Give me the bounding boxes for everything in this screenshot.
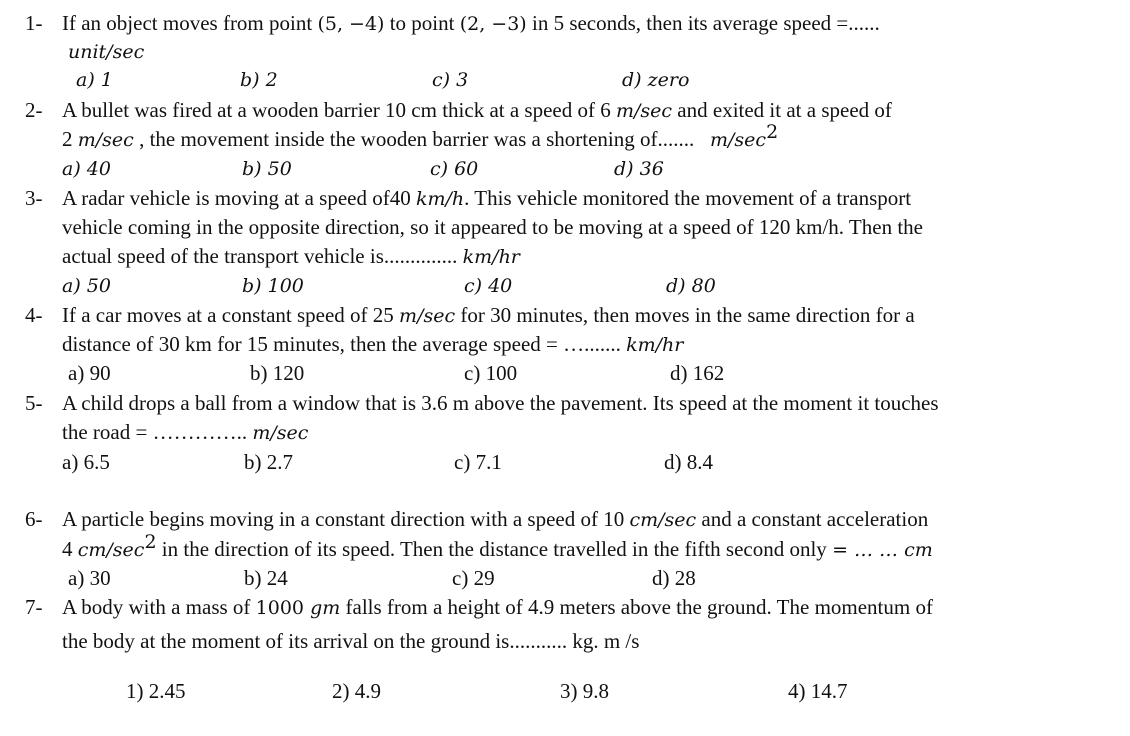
math-expression: = … … cm xyxy=(832,539,933,561)
option-a: a) 1 xyxy=(76,69,113,91)
question-text: falls from a height of 4.9 meters above the ground. The momentum of xyxy=(340,595,933,619)
question-text: 4 xyxy=(62,537,78,561)
option-d: d) 80 xyxy=(666,275,716,297)
question-text: A child drops a ball from a window that is 3.6 m above the pavement. Its speed at the moment it touches xyxy=(62,391,939,415)
question-text: the body at the moment of its arrival on the ground is........... kg. m /s xyxy=(62,629,640,653)
math-unit: m/sec xyxy=(77,129,134,151)
question-text: for 30 minutes, then moves in the same direction for a xyxy=(455,303,915,327)
question-text: distance of 30 km for 15 minutes, then the average speed = …....... xyxy=(62,332,627,356)
math-unit: unit/sec xyxy=(68,41,145,63)
option-b: b) 50 xyxy=(242,158,292,180)
math-unit: m/sec xyxy=(252,422,309,444)
math-unit: gm xyxy=(310,597,341,619)
math-exponent: 2 xyxy=(144,531,157,553)
math-number: 1000 xyxy=(255,597,311,619)
math-point: (5, −4) xyxy=(317,13,385,35)
option-d: d) zero xyxy=(622,69,690,91)
option-c: c) 60 xyxy=(430,158,479,180)
question-text: the road = ………….. xyxy=(62,420,253,444)
math-unit: m/sec xyxy=(710,129,767,151)
option-d: d) 36 xyxy=(614,158,664,180)
question-text: A radar vehicle is moving at a speed of40 xyxy=(62,186,416,210)
question-text: A body with a mass of xyxy=(62,595,256,619)
question-text: If a car moves at a constant speed of 25 xyxy=(62,303,400,327)
option-d: d) 28 xyxy=(652,566,696,590)
question-text: If an object moves from point xyxy=(62,11,318,35)
question-text: vehicle coming in the opposite direction, so it appeared to be moving at a speed of 120 km/h. Then the xyxy=(62,215,923,239)
question-text: and a constant acceleration xyxy=(696,507,929,531)
question-text: 2 xyxy=(62,127,78,151)
option-a: a) 40 xyxy=(62,158,111,180)
math-unit: km/h xyxy=(415,188,465,210)
option-b: b) 120 xyxy=(250,361,305,385)
option-c: c) 29 xyxy=(452,566,495,590)
question-number: 4- xyxy=(25,303,43,327)
option-a: a) 90 xyxy=(68,361,111,385)
option-a: a) 30 xyxy=(68,566,111,590)
question-number: 1- xyxy=(25,11,43,35)
option-b: b) 100 xyxy=(242,275,304,297)
question-text: A particle begins moving in a constant direction with a speed of 10 xyxy=(62,507,630,531)
math-unit: km/hr xyxy=(626,334,684,356)
option-d: d) 162 xyxy=(670,361,725,385)
math-unit: cm/sec xyxy=(629,509,697,531)
question-number: 2- xyxy=(25,98,43,122)
option-3: 3) 9.8 xyxy=(560,679,609,703)
question-text: . This vehicle monitored the movement of a transport xyxy=(464,186,912,210)
option-1: 1) 2.45 xyxy=(126,679,186,703)
option-b: b) 2 xyxy=(240,69,278,91)
math-point: (2, −3) xyxy=(459,13,527,35)
math-unit: m/sec xyxy=(615,100,673,122)
option-c: c) 40 xyxy=(464,275,513,297)
question-text: in 5 seconds, then its average speed =...... xyxy=(526,11,880,35)
option-4: 4) 14.7 xyxy=(788,679,848,703)
question-text: and exited it at a speed of xyxy=(672,98,892,122)
math-unit: km/hr xyxy=(462,246,520,268)
question-text: in the direction of its speed. Then the distance travelled in the fifth second only xyxy=(156,537,833,561)
option-d: d) 8.4 xyxy=(664,450,713,474)
question-text: , the movement inside the wooden barrier was a shortening of....... xyxy=(133,127,710,151)
option-b: b) 2.7 xyxy=(244,450,293,474)
math-exponent: 2 xyxy=(766,121,779,143)
math-unit: cm/sec xyxy=(77,539,145,561)
option-a: a) 50 xyxy=(62,275,111,297)
option-c: c) 3 xyxy=(432,69,469,91)
question-text: to point xyxy=(384,11,460,35)
option-b: b) 24 xyxy=(244,566,288,590)
option-c: c) 100 xyxy=(464,361,518,385)
question-number: 5- xyxy=(25,391,43,415)
option-a: a) 6.5 xyxy=(62,450,110,474)
question-number: 7- xyxy=(25,595,43,619)
question-text: actual speed of the transport vehicle is.............. xyxy=(62,244,463,268)
option-2: 2) 4.9 xyxy=(332,679,381,703)
question-number: 3- xyxy=(25,186,43,210)
question-text: A bullet was fired at a wooden barrier 10 cm thick at a speed of 6 xyxy=(62,98,616,122)
option-c: c) 7.1 xyxy=(454,450,502,474)
math-unit: m/sec xyxy=(399,305,456,327)
question-number: 6- xyxy=(25,507,43,531)
